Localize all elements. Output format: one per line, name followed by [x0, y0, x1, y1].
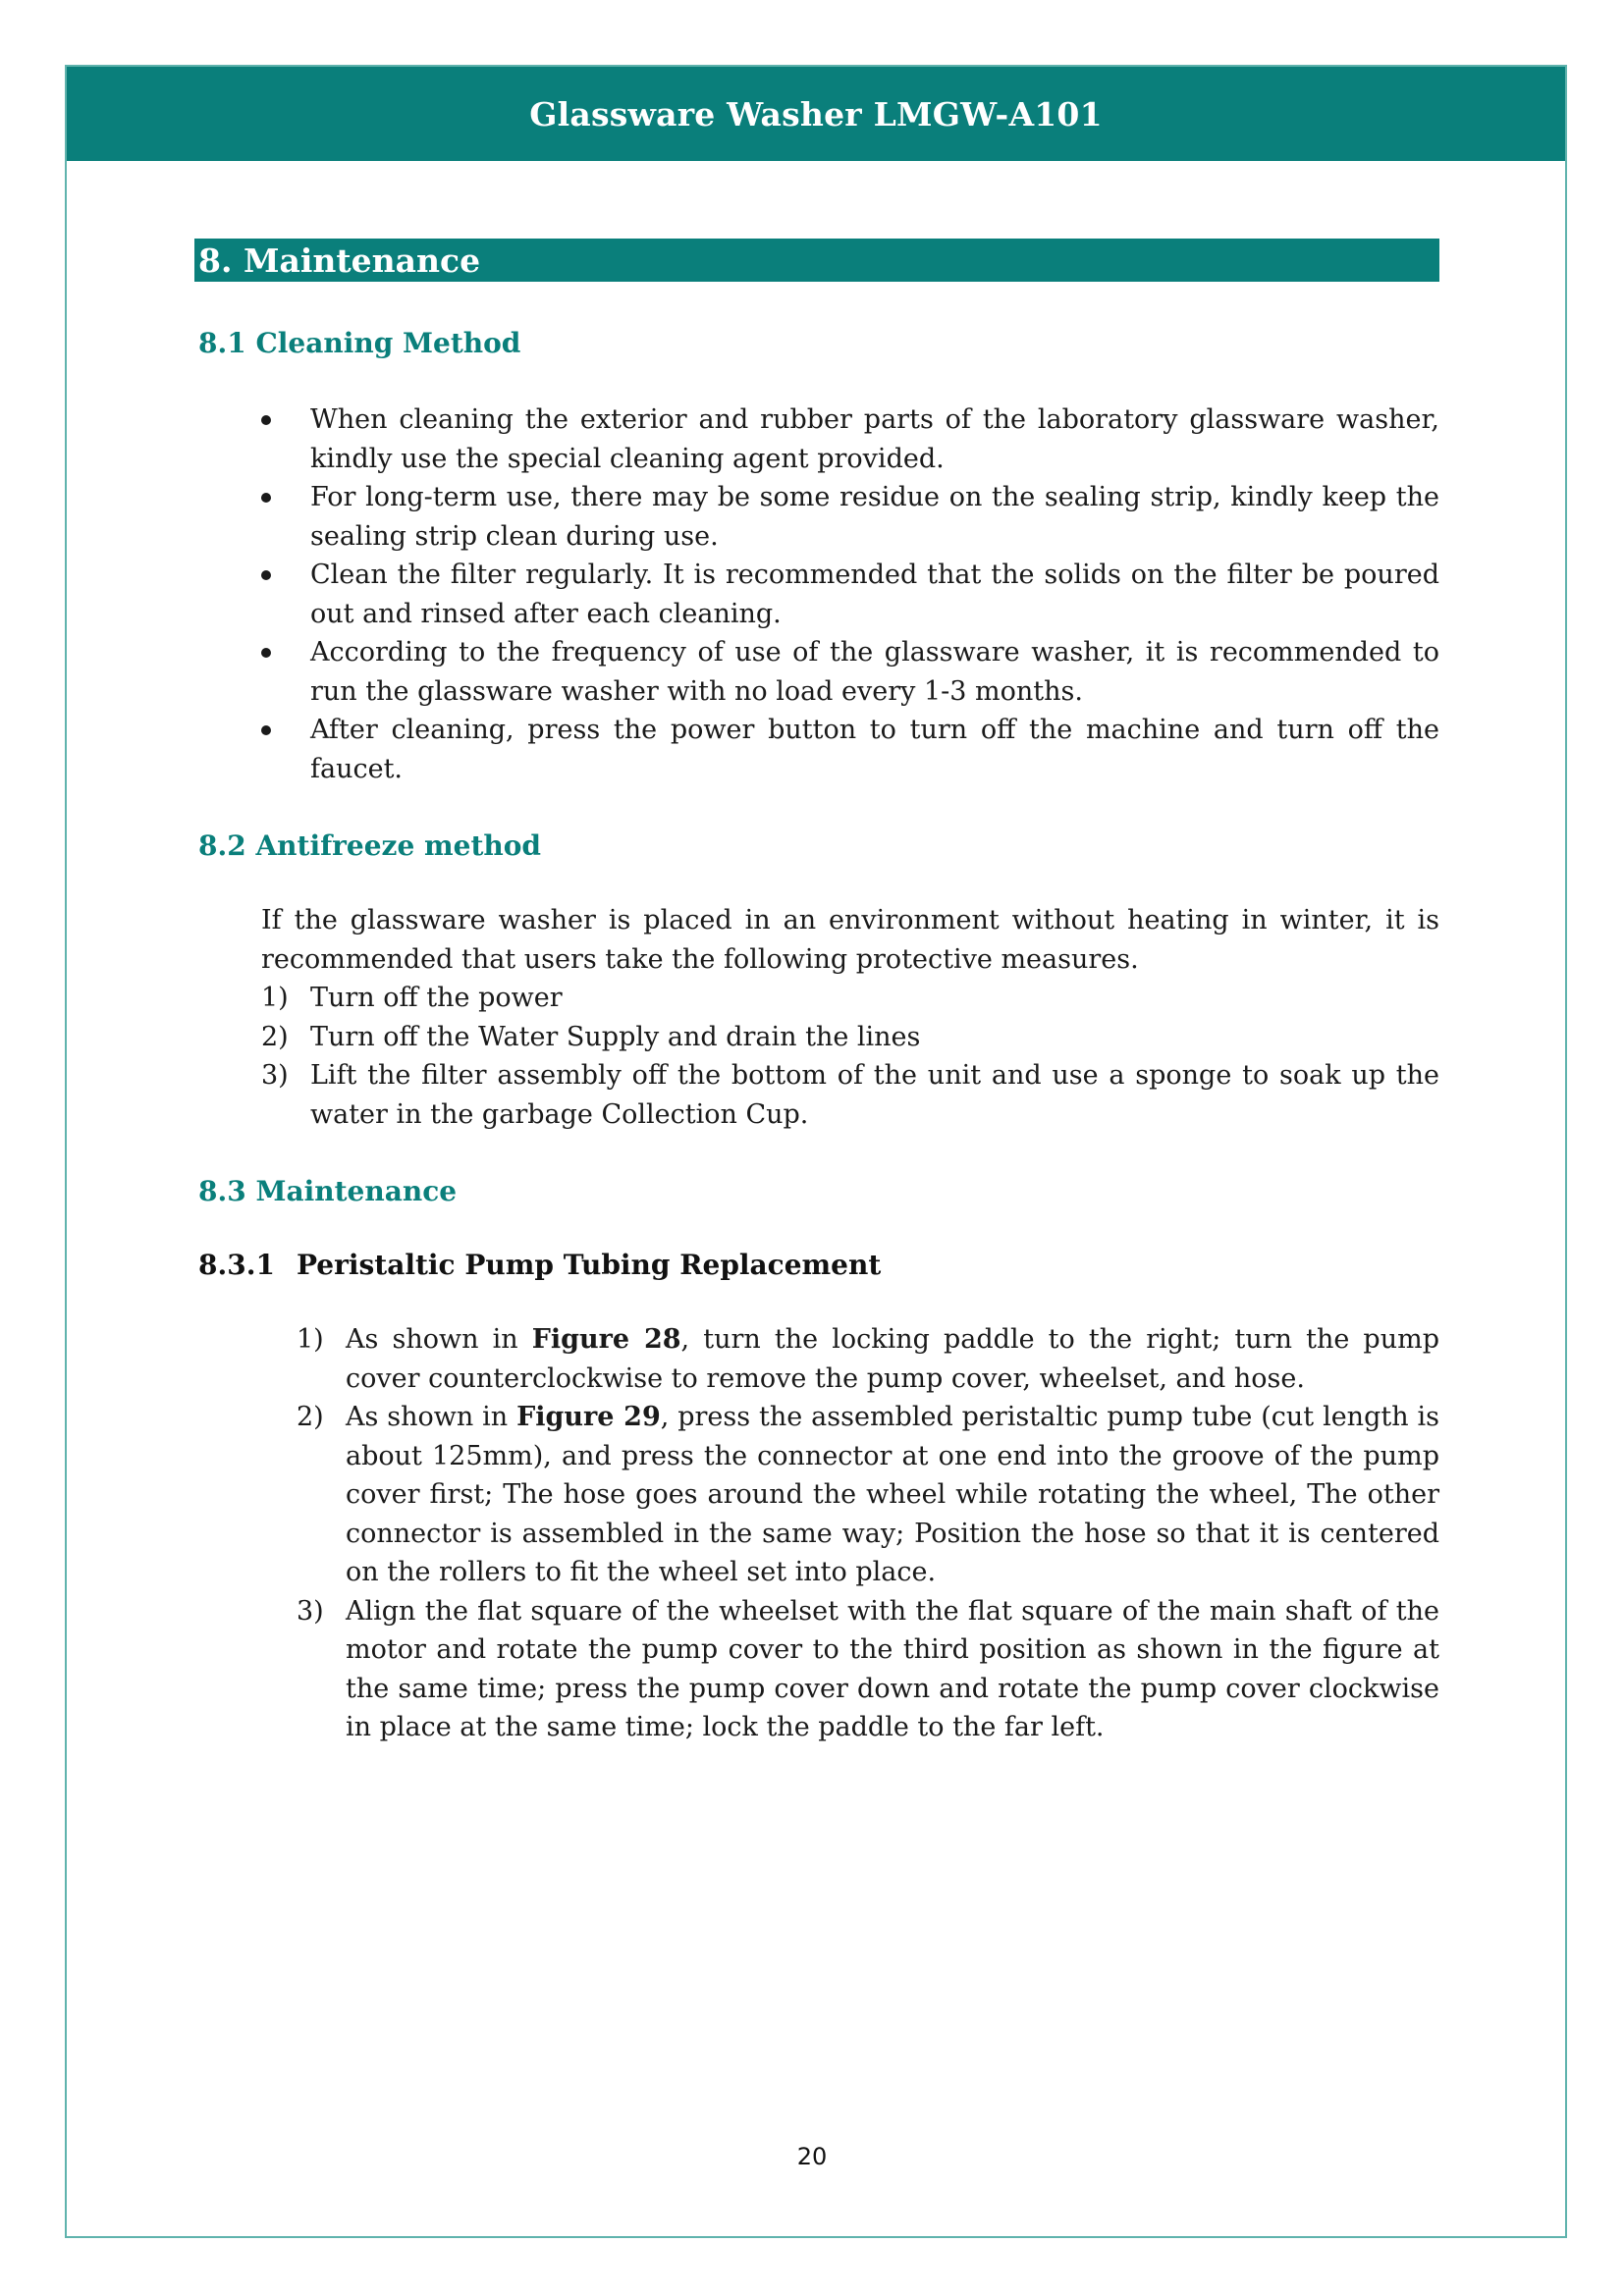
step-text: Lift the filter assembly off the bottom of the unit and use a sponge to soak up the water in the garbage Collection Cup. — [310, 1060, 1439, 1130]
antifreeze-intro: If the glassware washer is placed in an environment without heating in winter, it is recommended that users take the following protective measures. — [261, 905, 1439, 975]
bullet-text: For long-term use, there may be some residue on the sealing strip, kindly keep the sealing strip clean during use. — [310, 482, 1439, 552]
step-number: 2) — [297, 1402, 324, 1432]
page-number: 20 — [796, 2143, 828, 2170]
step-text: Turn off the Water Supply and drain the lines — [310, 1021, 921, 1052]
subsection-title: Peristaltic Pump Tubing Replacement — [297, 1249, 882, 1281]
step-text: Turn off the power — [310, 983, 563, 1013]
bullet-text: Clean the filter regularly. It is recommended that the solids on the filter be poured out and rinsed after each cleaning. — [310, 560, 1439, 629]
step-number: 3) — [297, 1595, 324, 1627]
list-item — [261, 478, 1439, 556]
bullet-icon — [261, 725, 271, 735]
section-heading-maintenance: 8.3 Maintenance — [198, 1175, 458, 1207]
bullet-icon — [261, 648, 271, 658]
list-item — [261, 400, 1439, 478]
step-text-pre: Align the flat square of the wheelset with the flat square of the main shaft of the motor and rotate the pump cover to the third position as shown in the figure at the same time; press the pump cover down and rotate the pump cover clockwise in place at the same time; lock the paddle to the far left. — [346, 1595, 1439, 1742]
cleaning-bullet-list — [194, 400, 1439, 788]
pump-tubing-block — [194, 1320, 1439, 1747]
page-content — [194, 239, 1439, 1747]
bullet-icon — [261, 570, 271, 580]
section-heading-antifreeze-method: 8.2 Antifreeze method — [198, 829, 541, 862]
step-text-post: , press the assembled peristaltic pump tube (cut length is about 125mm), and press the connector at one end into the groove of the pump cover first; The hose goes around the wheel while rotating the wheel, The other connector is assembled in the same way; Position the hose so that it is centered on the rollers to fit the wheel set into place. — [346, 1402, 1439, 1587]
list-item — [261, 556, 1439, 633]
step-number: 2) — [261, 1021, 289, 1052]
list-item — [261, 633, 1439, 711]
step-number: 1) — [261, 983, 289, 1013]
list-item — [261, 979, 1439, 1018]
bullet-text: When cleaning the exterior and rubber parts of the laboratory glassware washer, kindly use the special cleaning agent provided. — [310, 404, 1439, 474]
list-item — [261, 1056, 1439, 1134]
bullet-icon — [261, 493, 271, 503]
chapter-bar — [194, 239, 1439, 282]
section-heading-cleaning-method: 8.1 Cleaning Method — [198, 327, 521, 359]
document-title: Glassware Washer LMGW-A101 — [529, 94, 1103, 133]
step-text-pre: As shown in — [346, 1402, 517, 1432]
list-item — [261, 711, 1439, 788]
figure-reference: Figure 29 — [516, 1402, 661, 1432]
antifreeze-steps — [261, 979, 1439, 1134]
bullet-text: According to the frequency of use of the glassware washer, it is recommended to run the glassware washer with no load every 1-3 months. — [310, 637, 1439, 707]
chapter-title: 8. Maintenance — [198, 240, 481, 280]
list-item — [297, 1320, 1439, 1398]
list-item — [297, 1398, 1439, 1592]
step-text-post: , turn the locking paddle to the right; turn the pump cover counterclockwise to remove the pump cover, wheelset, and hose. — [346, 1324, 1439, 1394]
bullet-icon — [261, 415, 271, 425]
step-number: 3) — [261, 1060, 289, 1091]
document-header — [67, 67, 1565, 161]
antifreeze-block — [194, 901, 1439, 1134]
figure-reference: Figure 28 — [531, 1324, 681, 1355]
step-text-pre: As shown in — [346, 1324, 532, 1355]
list-item — [297, 1592, 1439, 1747]
subsection-number: 8.3.1 — [198, 1249, 275, 1281]
pump-tubing-steps — [297, 1320, 1439, 1747]
list-item — [261, 1018, 1439, 1057]
subsection-heading-pump-tubing — [194, 1249, 1439, 1281]
bullet-text: After cleaning, press the power button to turn off the machine and turn off the faucet. — [310, 715, 1439, 784]
step-number: 1) — [297, 1324, 324, 1355]
